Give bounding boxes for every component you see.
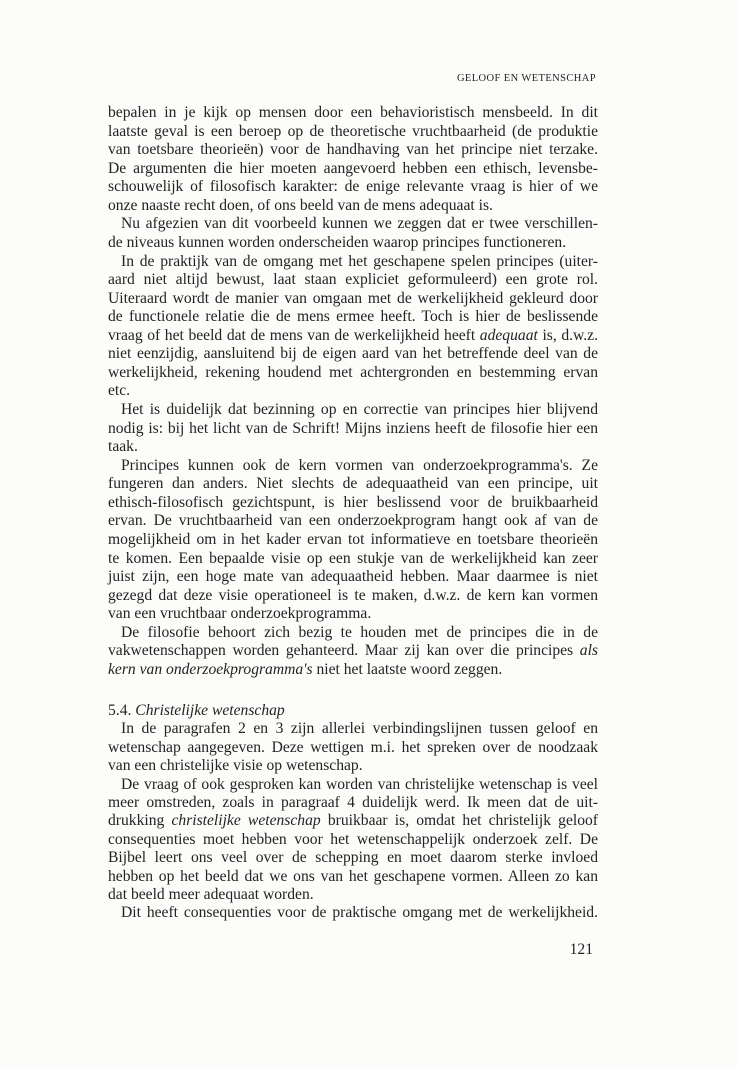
text-segment: Het is duidelijk dat bezinning op en correctie van principes hier blijvend bbox=[121, 401, 598, 418]
text-segment: van toetsbare theorieën) voor de handhaving van het principe niet terzake. bbox=[108, 141, 598, 159]
text-segment: Uiteraard wordt de manier van omgaan met de werkelijkheid gekleurd door bbox=[108, 289, 598, 307]
text-line bbox=[108, 234, 598, 253]
text-segment: 5.4. bbox=[108, 702, 136, 719]
text-line bbox=[108, 904, 598, 922]
text-segment: ervan. De vruchtbaarheid van een onderzoekprogram hangt ook af van de bbox=[108, 512, 598, 530]
text-segment: drukking bbox=[108, 812, 172, 830]
text-line bbox=[108, 702, 598, 720]
text-segment: te komen. Een bepaalde visie op een stukje van de werkelijkheid kan zeer bbox=[108, 549, 598, 567]
paragraph bbox=[108, 401, 598, 457]
page-number: 121 bbox=[569, 941, 593, 958]
text-line bbox=[108, 624, 598, 643]
text-line bbox=[108, 475, 598, 494]
text-segment: werkelijkheid, rekening houdend met achtergronden en bestemming ervan bbox=[108, 363, 598, 381]
text-line bbox=[108, 438, 598, 457]
text-segment: etc. bbox=[108, 382, 131, 400]
text-line bbox=[108, 568, 598, 587]
text-line bbox=[108, 868, 598, 886]
italic-text: als bbox=[579, 642, 598, 660]
italic-text: christelijke wetenschap bbox=[171, 812, 321, 830]
text-segment: In de praktijk van de omgang met het geschapene spelen principes (uiter- bbox=[121, 252, 598, 270]
text-line bbox=[108, 605, 598, 624]
paragraph bbox=[108, 624, 598, 680]
text-segment: meer omstreden, zoals in paragraaf 4 duidelijk werd. Ik meen dat de uit- bbox=[108, 794, 598, 812]
text-segment: de niveaus kunnen worden onderscheiden waarop principes functioneren. bbox=[108, 233, 567, 251]
text-segment: ethisch-filosofisch gezichtspunt, is hier beslissend voor de bruikbaarheid bbox=[108, 493, 598, 511]
paragraph bbox=[108, 776, 598, 905]
text-segment: vakwetenschappen worden gehanteerd. Maar zij kan over die principes bbox=[108, 642, 580, 660]
section-heading bbox=[108, 702, 598, 720]
text-segment: van een vruchtbaar onderzoekprogramma. bbox=[108, 605, 372, 623]
text-line bbox=[108, 401, 598, 420]
text-block-section-5-4 bbox=[108, 702, 598, 923]
text-segment: aard niet altijd bewust, laat staan expliciet geformuleerd) een grote rol. bbox=[108, 271, 598, 289]
text-segment: laatste geval is een beroep op de theoretische vruchtbaarheid (de produktie bbox=[108, 122, 598, 140]
text-line bbox=[108, 197, 598, 216]
text-line bbox=[108, 141, 598, 160]
text-segment: bruikbaar is, omdat het christelijk geloof bbox=[320, 812, 598, 830]
text-line bbox=[108, 757, 598, 775]
text-segment: De argumenten die hier moeten aangevoerd hebben een ethisch, levensbe- bbox=[108, 159, 598, 177]
text-segment: De vraag of ook gesproken kan worden van christelijke wetenschap is veel bbox=[121, 775, 598, 793]
text-segment: De filosofie behoort zich bezig te houden met de principes die in de bbox=[121, 623, 598, 641]
text-line bbox=[108, 720, 598, 738]
text-line bbox=[108, 886, 598, 904]
text-segment: In de paragrafen 2 en 3 zijn allerlei verbindingslijnen tussen geloof en bbox=[121, 720, 598, 738]
paragraph bbox=[108, 720, 598, 775]
text-line bbox=[108, 794, 598, 812]
paragraph bbox=[108, 253, 598, 402]
text-line bbox=[108, 160, 598, 179]
text-segment: Nu afgezien van dit voorbeeld kunnen we zeggen dat er twee verschillen- bbox=[121, 215, 598, 233]
text-line bbox=[108, 308, 598, 327]
text-line bbox=[108, 104, 598, 123]
italic-text: adequaat bbox=[479, 326, 538, 344]
text-line bbox=[108, 327, 598, 346]
text-line bbox=[108, 642, 598, 661]
paragraph bbox=[108, 457, 598, 624]
text-line bbox=[108, 457, 598, 476]
text-segment: fungeren dan anders. Niet slechts de adequaatheid van een principe, uit bbox=[108, 475, 598, 493]
text-segment: vraag of het beeld dat de mens van de werkelijkheid heeft bbox=[108, 326, 480, 344]
text-segment: consequenties moet hebben voor het wetenschappelijk onderzoek zelf. De bbox=[108, 830, 598, 848]
text-segment: juist zijn, een hoge mate van adequaatheid hebben. Maar daarmee is niet bbox=[108, 568, 598, 586]
text-segment: gezegd dat deze visie operationeel is te maken, d.w.z. de kern kan vormen bbox=[108, 586, 598, 604]
text-line bbox=[108, 661, 598, 680]
text-line bbox=[108, 290, 598, 309]
paragraph bbox=[108, 104, 598, 215]
text-segment: Bijbel leert ons veel over de schepping en moet daarom sterke invloed bbox=[108, 849, 598, 867]
text-segment: Dit heeft consequenties voor de praktische omgang met de werkelijkheid. bbox=[121, 904, 598, 922]
text-line bbox=[108, 345, 598, 364]
text-segment: taak. bbox=[108, 438, 138, 456]
text-line bbox=[108, 550, 598, 569]
running-header: GELOOF EN WETENSCHAP bbox=[456, 73, 596, 84]
text-line bbox=[108, 587, 598, 606]
text-block-main bbox=[108, 104, 598, 679]
text-line bbox=[108, 531, 598, 550]
text-segment: van een christelijke visie op wetenschap. bbox=[108, 757, 363, 775]
text-segment: niet het laatste woord zeggen. bbox=[312, 660, 503, 678]
text-segment: nodig is: bij het licht van de Schrift! Mijns inziens heeft de filosofie hier een bbox=[108, 419, 598, 437]
text-segment: schouwelijk of filosofisch karakter: de enige relevante vraag is hier of we bbox=[108, 178, 598, 196]
paragraph bbox=[108, 904, 598, 922]
text-line bbox=[108, 512, 598, 531]
text-segment: dat beeld meer adequaat worden. bbox=[108, 886, 314, 904]
text-line bbox=[108, 178, 598, 197]
text-line bbox=[108, 812, 598, 830]
text-segment: onze naaste recht doen, of ons beeld van de mens adequaat is. bbox=[108, 196, 493, 214]
text-line bbox=[108, 271, 598, 290]
text-segment: niet eenzijdig, aansluitend bij de eigen aard van het betreffende deel van de bbox=[108, 345, 598, 363]
text-line bbox=[108, 123, 598, 142]
text-segment: Principes kunnen ook de kern vormen van onderzoekprogramma's. Ze bbox=[121, 456, 598, 474]
text-line bbox=[108, 494, 598, 513]
text-line bbox=[108, 420, 598, 439]
italic-text: kern van onderzoekprogramma's bbox=[108, 660, 313, 678]
text-line bbox=[108, 739, 598, 757]
text-line bbox=[108, 776, 598, 794]
text-segment: bepalen in je kijk op mensen door een behavioristisch mensbeeld. In dit bbox=[108, 104, 598, 121]
text-line bbox=[108, 253, 598, 272]
text-segment: mogelijkheid om in het kader ervan tot informatieve en toetsbare theorieën bbox=[108, 530, 598, 548]
text-line bbox=[108, 831, 598, 849]
text-segment: hebben op het beeld dat we ons van het geschapene vormen. Alleen zo kan bbox=[108, 867, 598, 885]
italic-text: Christelijke wetenschap bbox=[135, 702, 285, 719]
text-segment: de functionele relatie die de mens ermee heeft. Toch is hier de beslissende bbox=[108, 308, 598, 326]
text-line bbox=[108, 382, 598, 401]
text-segment: is, d.w.z. bbox=[537, 326, 598, 344]
paragraph bbox=[108, 215, 598, 252]
text-line bbox=[108, 364, 598, 383]
text-segment: wetenschap aangegeven. Deze wettigen m.i. het spreken over de noodzaak bbox=[108, 738, 598, 756]
text-line bbox=[108, 849, 598, 867]
text-line bbox=[108, 215, 598, 234]
